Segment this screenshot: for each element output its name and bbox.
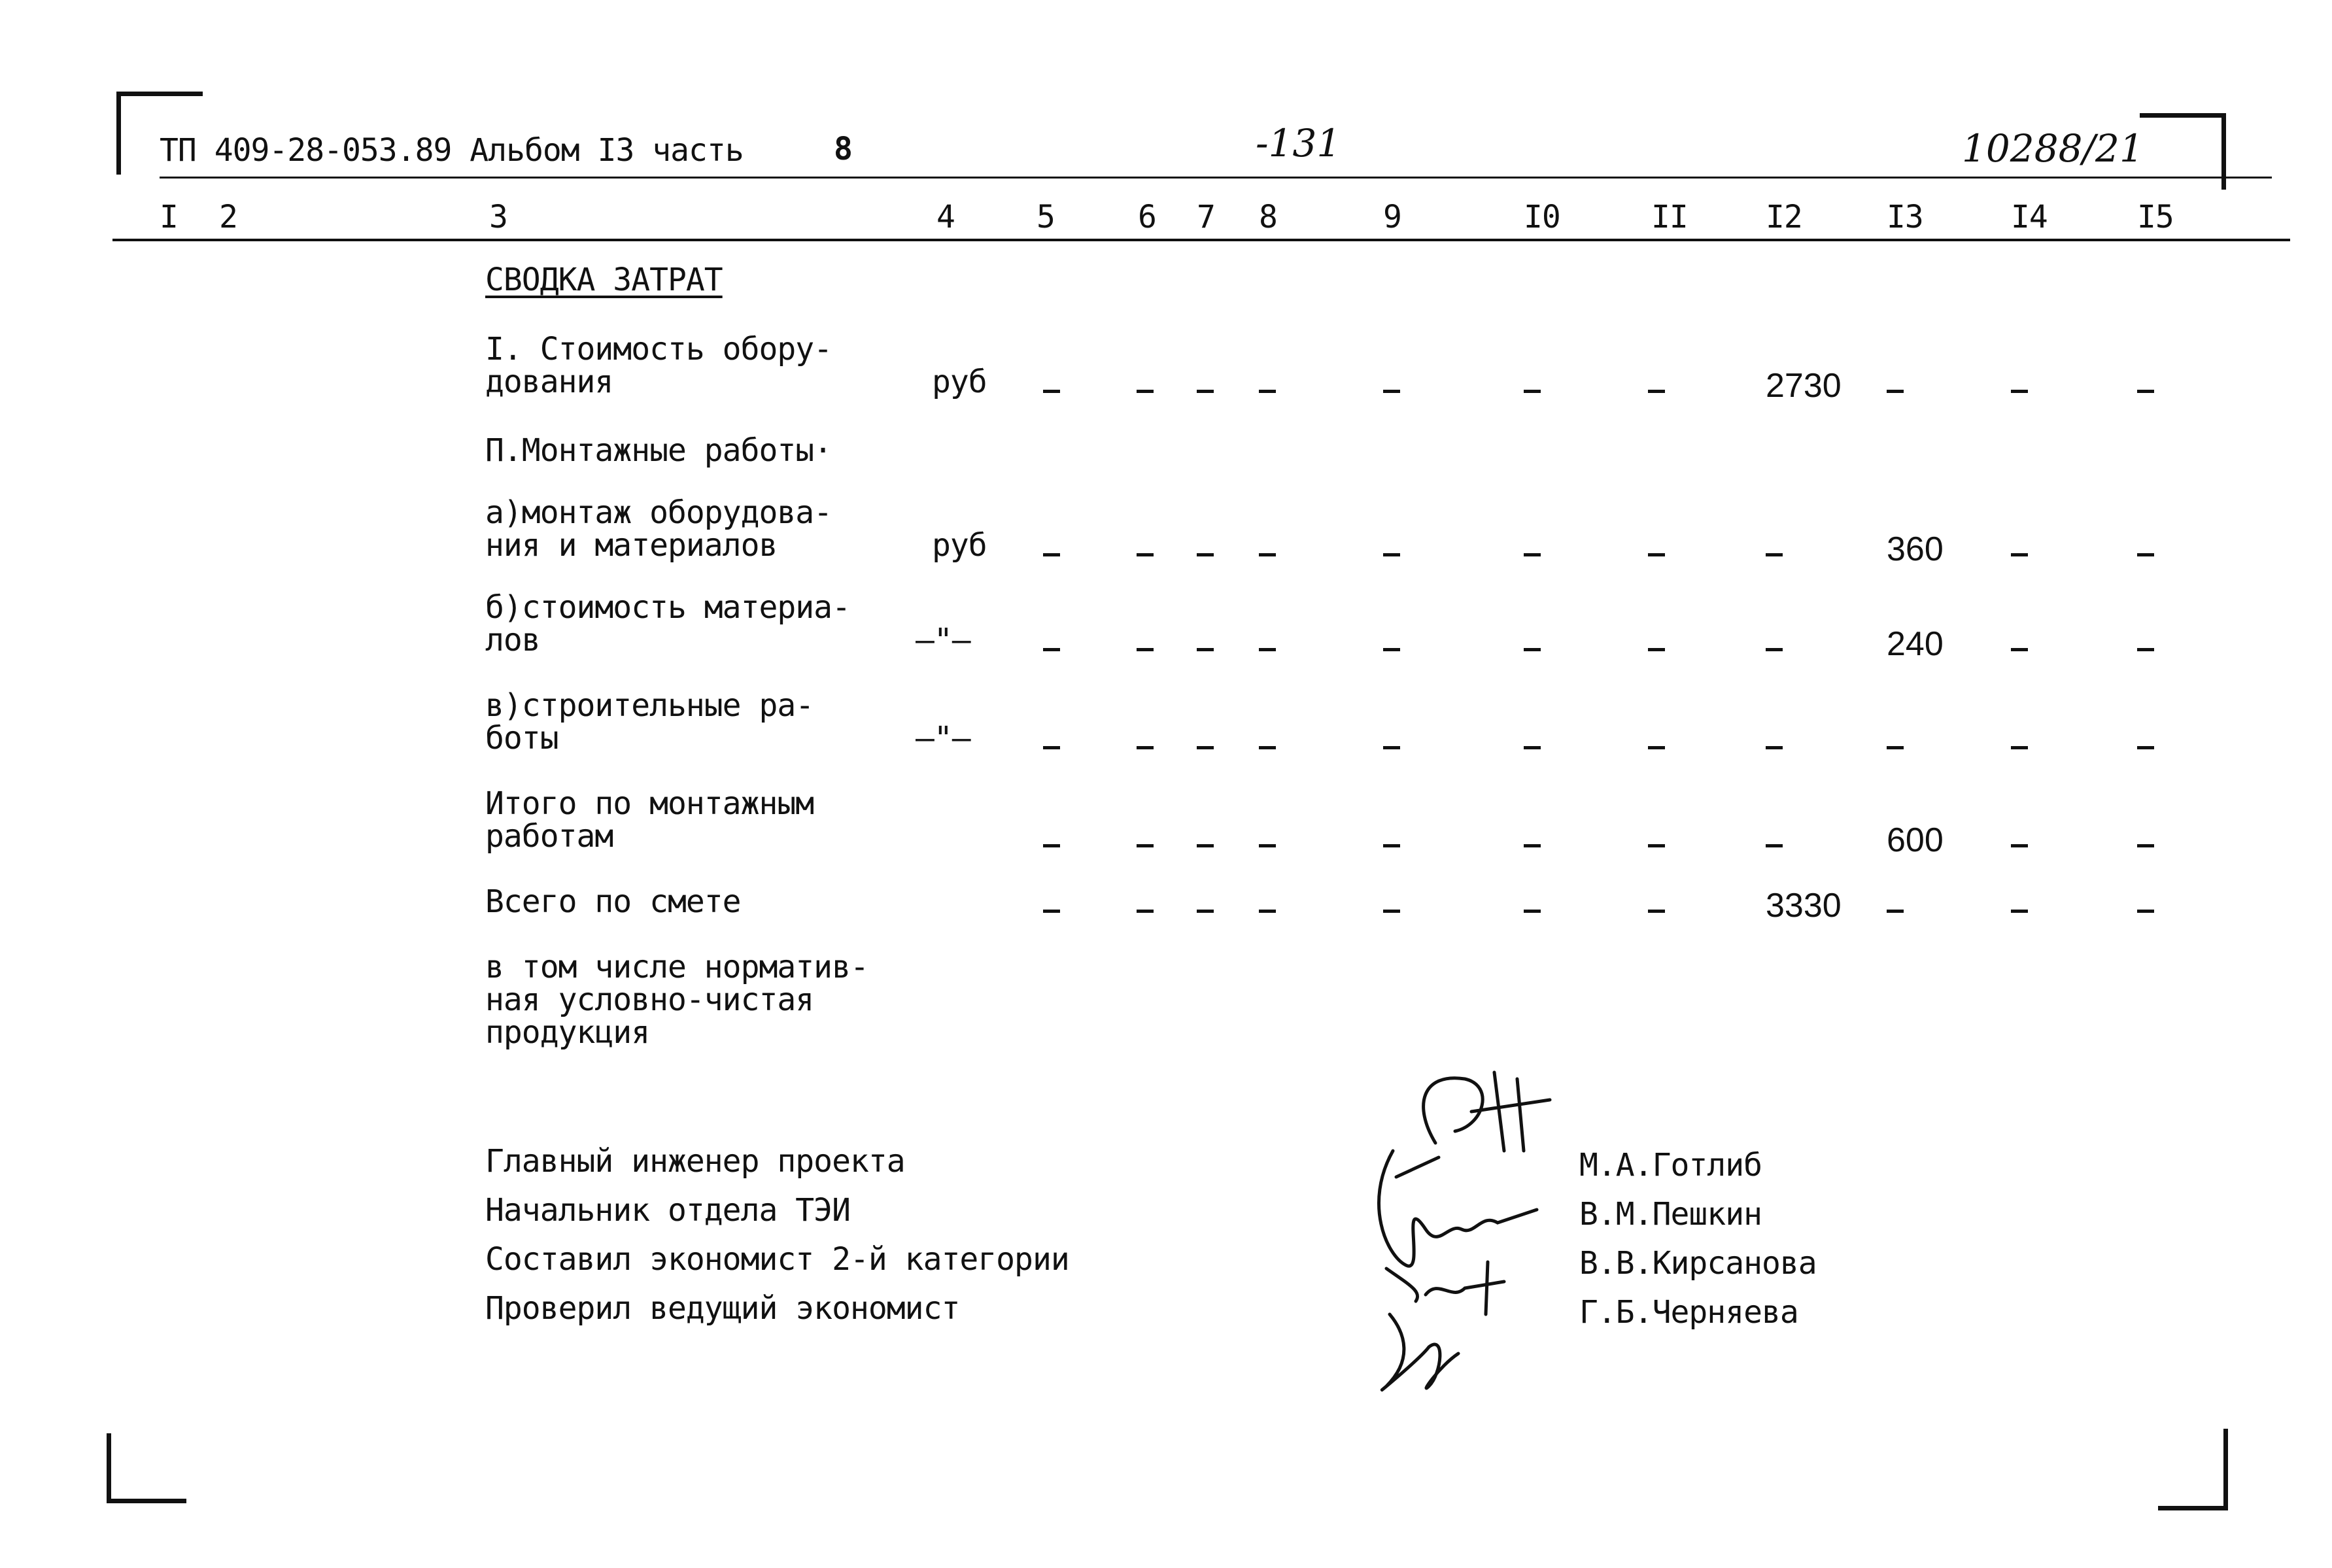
column-number: I3 <box>1887 199 1923 235</box>
row-unit: –"– <box>916 720 970 757</box>
cost-value: 240 <box>1887 625 1944 663</box>
column-number: I2 <box>1766 199 1802 235</box>
column-number: I <box>160 199 178 235</box>
row-label-line: Итого по монтажным <box>485 785 814 822</box>
column-number: I4 <box>2011 199 2048 235</box>
row-unit: –"– <box>916 622 970 658</box>
signatory-position: Проверил ведущий экономист <box>485 1290 960 1327</box>
signatory-name: М.А.Готлиб <box>1579 1147 1762 1184</box>
row-label-line: дования <box>485 364 613 400</box>
cost-value: 3330 <box>1766 887 1842 925</box>
column-number: 9 <box>1383 199 1401 235</box>
row-label-line: б)стоимость материа- <box>485 589 850 626</box>
row-label-line: лов <box>485 622 540 658</box>
column-number: 5 <box>1037 199 1055 235</box>
section-title: СВОДКА ЗАТРАТ <box>485 262 723 298</box>
row-label-line: Всего по смете <box>485 883 741 920</box>
signatory-name: Г.Б.Черняева <box>1579 1294 1798 1331</box>
row-unit: руб <box>932 364 987 400</box>
row-label-line: в)строительные ра- <box>485 687 814 724</box>
column-number: I5 <box>2137 199 2174 235</box>
signatory-name: В.В.Кирсанова <box>1579 1245 1817 1282</box>
column-number: I0 <box>1524 199 1560 235</box>
signatory-name: В.М.Пешкин <box>1579 1196 1762 1233</box>
row-label-line: П.Монтажные работы· <box>485 432 832 469</box>
column-number: II <box>1651 199 1688 235</box>
row-label-line: ная условно-чистая <box>485 981 814 1018</box>
signatory-position: Главный инженер проекта <box>485 1143 905 1180</box>
row-label-line: продукция <box>485 1014 650 1051</box>
archive-number-handwritten: 10288/21 <box>1962 126 2144 171</box>
row-label-line: I. Стоимость обору- <box>485 331 832 367</box>
row-label-line: боты <box>485 720 558 757</box>
row-unit: руб <box>932 527 987 564</box>
row-label-line: работам <box>485 818 613 855</box>
row-label-line: ния и материалов <box>485 527 778 564</box>
signatory-position: Составил экономист 2-й категории <box>485 1241 1069 1278</box>
column-number: 3 <box>489 199 507 235</box>
column-number: 7 <box>1197 199 1215 235</box>
cost-value: 600 <box>1887 821 1944 859</box>
document-code: ТП 409-28-053.89 Альбом I3 часть <box>160 132 744 169</box>
column-number: 8 <box>1259 199 1277 235</box>
column-number: 4 <box>936 199 955 235</box>
cost-value: 360 <box>1887 530 1944 568</box>
row-label-line: а)монтаж оборудова- <box>485 494 832 531</box>
cost-value: 2730 <box>1766 367 1842 405</box>
signatory-position: Начальник отдела ТЭИ <box>485 1192 850 1229</box>
page-number-handwritten: -131 <box>1256 121 1341 165</box>
part-number: 8 <box>834 131 852 167</box>
column-number: 2 <box>219 199 237 235</box>
column-number: 6 <box>1138 199 1156 235</box>
row-label-line: в том числе норматив- <box>485 949 868 985</box>
